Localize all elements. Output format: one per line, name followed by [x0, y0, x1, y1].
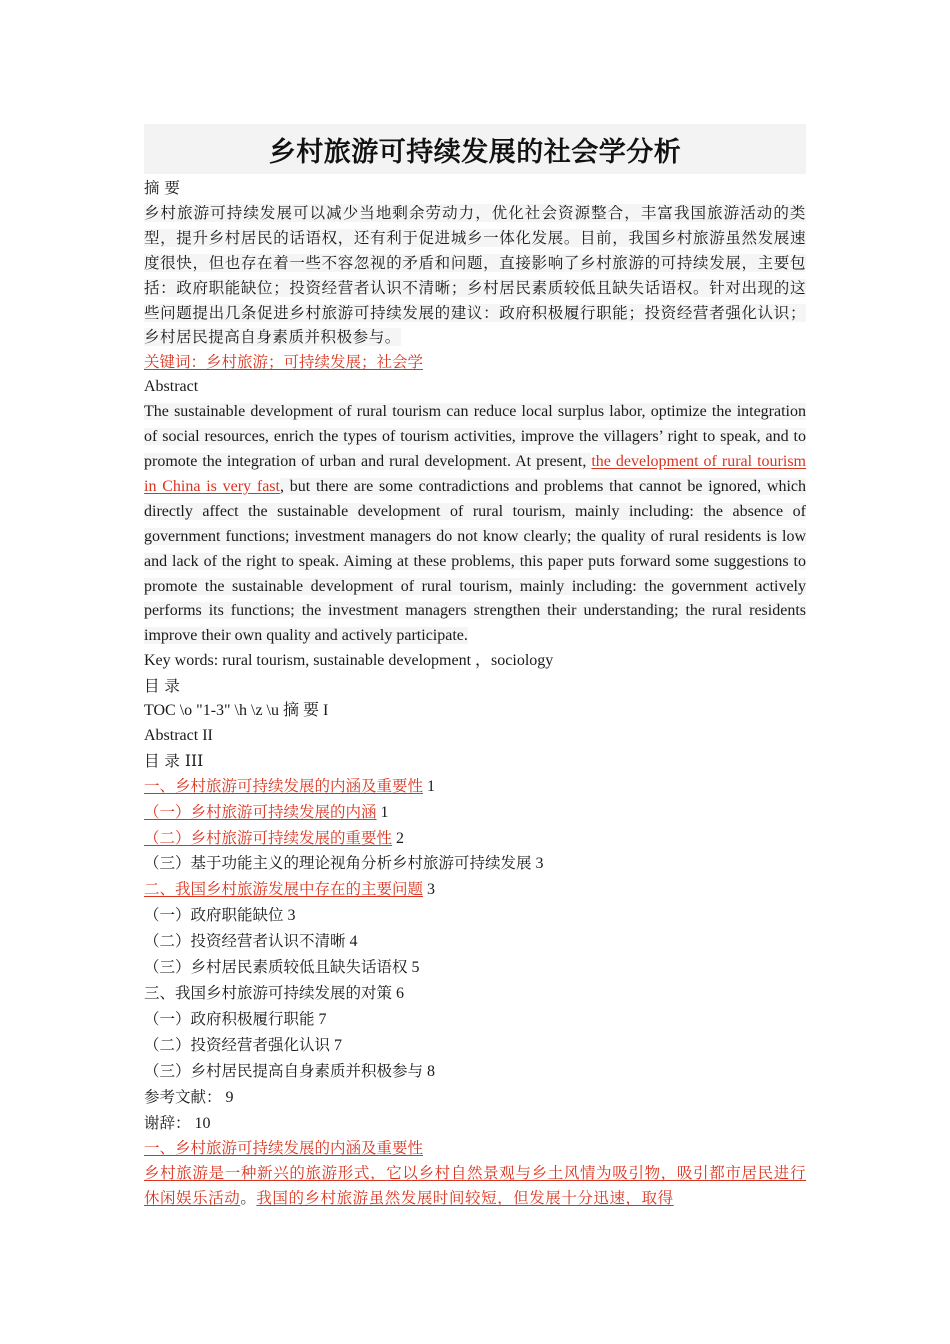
toc-entry: [144, 724, 806, 749]
toc-entry: [144, 929, 806, 955]
title-block: [144, 124, 806, 174]
toc-entry-text: （二）投资经营者强化认识: [144, 1035, 331, 1054]
toc-page-number: 5: [411, 959, 420, 977]
toc-page-number: 8: [427, 1062, 436, 1080]
section1-sentence-link[interactable]: 我国的乡村旅游虽然发展时间较短，但发展十分迅速，取得: [256, 1189, 674, 1208]
toc-entry: [144, 981, 806, 1007]
toc-entry-text: （三）基于功能主义的理论视角分析乡村旅游可持续发展: [144, 854, 532, 873]
toc-entry-link[interactable]: （一）乡村旅游可持续发展的内涵: [144, 802, 377, 821]
toc-page-number: 10: [194, 1114, 211, 1132]
toc-page-number: 9: [225, 1088, 234, 1106]
abstract-en-text-2: , but there are some contradictions and problems that cannot be ignored, which directly affect the sustainable development of rural tourism, mainly including: the absence of government functions; investment managers do not know clearly; the quality of rural residents is low and lack of the right to speak. Aiming at these problems, this paper puts forward some suggestions to promote the sustainable development of rural tourism, mainly including: the government actively performs its functions; the investment managers strengthen their understanding; the rural residents improve their own quality and actively participate.: [144, 477, 806, 645]
toc-entry-text: 目 录 III: [144, 751, 204, 770]
keywords-cn[interactable]: [144, 350, 806, 375]
section1-body: [144, 1161, 806, 1211]
section1-heading[interactable]: [144, 1136, 806, 1161]
toc-entry: [144, 1059, 806, 1085]
keywords-en: Key words: rural tourism, sustainable development ，sociology: [144, 652, 554, 670]
abstract-cn-heading: 摘 要: [144, 179, 180, 197]
toc-entry-text: （一）政府职能缺位: [144, 906, 284, 925]
toc-entry-link[interactable]: 二、我国乡村旅游发展中存在的主要问题: [144, 880, 424, 899]
section1-separator: 。: [240, 1189, 257, 1208]
toc-page-number: 3: [535, 855, 544, 873]
toc-entry[interactable]: [144, 877, 806, 903]
section1-heading-link[interactable]: 一、乡村旅游可持续发展的内涵及重要性: [144, 1139, 424, 1158]
section1-sentence-link[interactable]: 乡村旅游是一种新兴的旅游形式，它以乡村自然景观与乡土风情为吸引物，吸引都市居民进行休闲娱乐活动: [144, 1164, 806, 1208]
toc-entry-text: 参考文献：: [144, 1087, 222, 1106]
toc-entry: [144, 851, 806, 877]
abstract-en-body: [144, 400, 806, 649]
toc-entry: [144, 1111, 806, 1137]
toc-entry-text: （三）乡村居民素质较低且缺失话语权: [144, 958, 408, 977]
toc-entry: [144, 955, 806, 981]
toc-list: [144, 724, 806, 1137]
abstract-en-highlight-link[interactable]: the development of rural tourism in China is very fast: [144, 452, 807, 495]
toc-page-number: 6: [396, 985, 405, 1002]
toc-page-number: 3: [427, 881, 436, 899]
toc-page-number: 1: [380, 803, 389, 821]
toc-entry-text: （二）投资经营者认识不清晰: [144, 932, 346, 951]
toc-entry: [144, 749, 806, 774]
toc-entry: [144, 1007, 806, 1033]
document-title: 乡村旅游可持续发展的社会学分析: [268, 136, 682, 168]
toc-entry[interactable]: [144, 774, 806, 800]
toc-page-number: 1: [427, 777, 436, 795]
toc-page-number: 2: [396, 829, 405, 847]
document-page: [144, 124, 806, 1211]
toc-entry-text: 三、我国乡村旅游可持续发展的对策: [144, 984, 393, 1002]
abstract-en-heading: Abstract: [144, 378, 199, 396]
toc-entry[interactable]: [144, 826, 806, 852]
abstract-cn-body: [144, 201, 806, 350]
toc-field-line: TOC \o "1-3" \h \z \u 摘 要 I: [144, 702, 329, 720]
abstract-en-text-1: The sustainable development of rural tourism can reduce local surplus labor, optimize the integration of social resources, enrich the types of tourism activities, improve the villagers’ right to speak, and to promote the integration of urban and rural development. At present,: [144, 403, 806, 470]
toc-page-number: 7: [334, 1036, 343, 1054]
toc-page-number: 7: [318, 1010, 327, 1028]
toc-entry-text: Abstract II: [144, 726, 213, 744]
toc-page-number: 4: [349, 933, 358, 951]
toc-page-number: 3: [287, 907, 296, 925]
toc-entry: [144, 903, 806, 929]
toc-entry-text: （一）政府积极履行职能: [144, 1009, 315, 1028]
toc-entry[interactable]: [144, 800, 806, 826]
toc-entry-text: 谢辞：: [144, 1113, 191, 1132]
abstract-cn-text: 乡村旅游可持续发展可以减少当地剩余劳动力，优化社会资源整合，丰富我国旅游活动的类型，提升乡村居民的话语权，还有利于促进城乡一体化发展。目前，我国乡村旅游虽然发展速度很快，但也存在着一些不容忽视的矛盾和问题，直接影响了乡村旅游的可持续发展，主要包括：政府职能缺位；投资经营者认识不清晰；乡村居民素质较低且缺失话语权。针对出现的这些问题提出几条促进乡村旅游可持续发展的建议：政府积极履行职能；投资经营者强化认识；乡村居民提高自身素质并积极参与。: [144, 203, 806, 347]
keywords-cn-link[interactable]: 关键词：乡村旅游；可持续发展；社会学: [144, 353, 424, 372]
toc-entry-link[interactable]: （二）乡村旅游可持续发展的重要性: [144, 828, 393, 847]
toc-entry: [144, 1033, 806, 1059]
toc-entry-link[interactable]: 一、乡村旅游可持续发展的内涵及重要性: [144, 776, 424, 795]
toc-entry: [144, 1085, 806, 1111]
toc-heading: 目 录: [144, 677, 180, 696]
toc-entry-text: （三）乡村居民提高自身素质并积极参与: [144, 1061, 424, 1080]
